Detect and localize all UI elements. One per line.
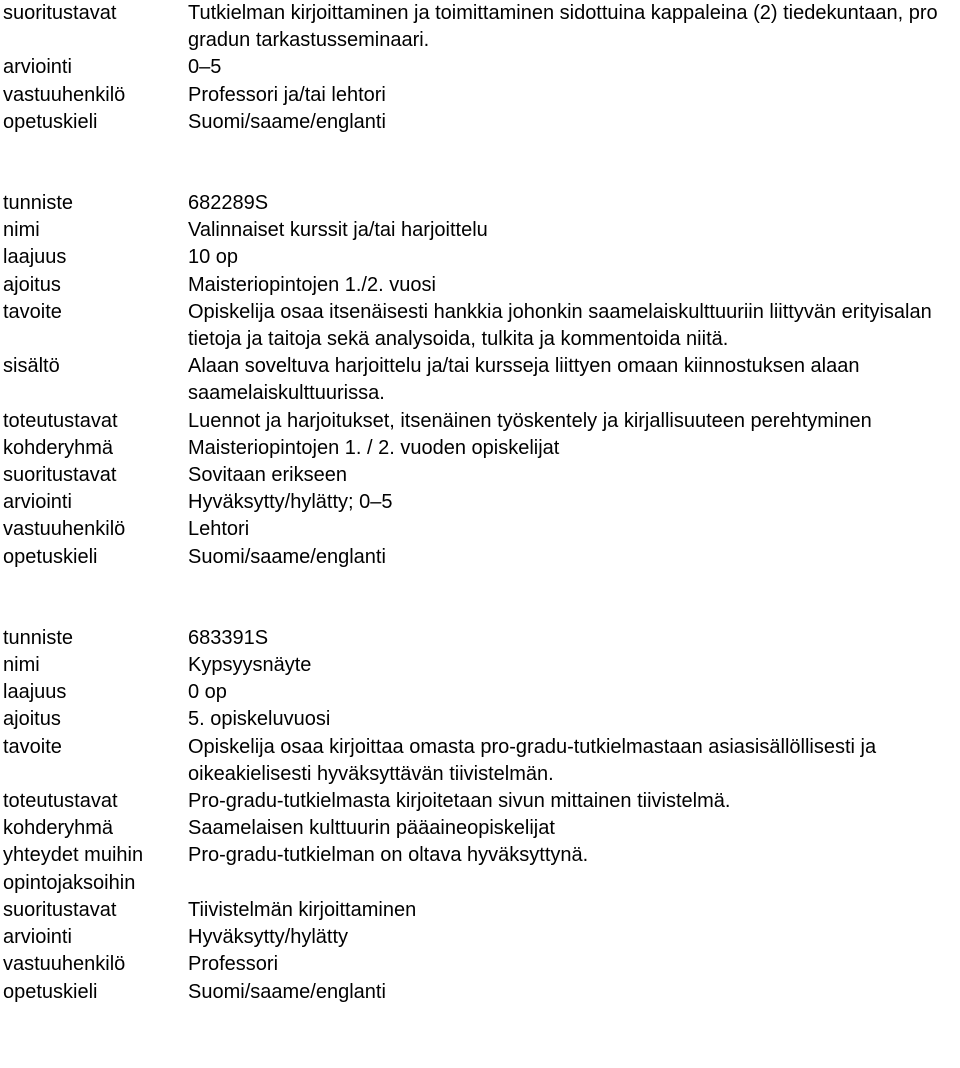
field-label: laajuus <box>3 681 67 704</box>
field-row-opetuskieli <box>3 979 958 1006</box>
field-value: 0–5 <box>188 56 222 79</box>
field-row-kohderyhma <box>3 815 958 842</box>
field-value: Maisteriopintojen 1./2. vuosi <box>188 273 436 296</box>
field-value: 682289S <box>188 192 269 215</box>
field-label: opetuskieli <box>3 110 98 133</box>
field-value: Hyväksytty/hylätty <box>188 926 349 949</box>
field-row-vastuuhenkilo <box>3 82 958 109</box>
field-label: laajuus <box>3 246 67 269</box>
field-value: Opiskelija osaa itsenäisesti hankkia johonkin saamelaiskulttuuriin liittyvän erityisalan tietoja ja taitoja sekä analysoida, tulkita ja kommentoida niitä. <box>188 300 932 351</box>
block-spacer <box>3 136 958 190</box>
field-row-nimi <box>3 217 958 244</box>
field-row-tavoite <box>3 734 958 788</box>
field-label: tavoite <box>3 735 62 758</box>
block-spacer <box>3 571 958 625</box>
field-value: Opiskelija osaa kirjoittaa omasta pro-gradu-tutkielmastaan asiasisällöllisesti ja oikeakielisesti hyväksyttävän tiivistelmän. <box>188 735 877 785</box>
course-block-682289S <box>3 190 958 571</box>
field-row-toteutustavat <box>3 788 958 815</box>
field-label: kohderyhmä <box>3 817 114 840</box>
field-value: 683391S <box>188 626 269 649</box>
field-label: toteutustavat <box>3 790 118 813</box>
field-value: 0 op <box>188 681 227 704</box>
field-row-arviointi <box>3 489 958 516</box>
document-page <box>3 0 958 1006</box>
field-label: vastuuhenkilö <box>3 953 126 976</box>
field-value: Suomi/saame/englanti <box>188 110 386 133</box>
course-block-continued <box>3 0 958 136</box>
field-row-arviointi <box>3 924 958 951</box>
field-value: Suomi/saame/englanti <box>188 545 386 568</box>
field-row-vastuuhenkilo <box>3 951 958 978</box>
field-value: Saamelaisen kulttuurin pääaineopiskelijat <box>188 817 555 840</box>
field-label: vastuuhenkilö <box>3 518 126 541</box>
field-label: ajoitus <box>3 708 61 731</box>
field-value: Pro-gradu-tutkielman on oltava hyväksyttynä. <box>188 844 589 867</box>
field-label: suoritustavat <box>3 464 117 487</box>
field-value: Alaan soveltuva harjoittelu ja/tai kursseja liittyen omaan kiinnostuksen alaan saamelaiskulttuurissa. <box>188 355 860 405</box>
field-value: 5. opiskeluvuosi <box>188 708 331 731</box>
field-row-nimi <box>3 652 958 679</box>
field-label: arviointi <box>3 56 72 79</box>
field-row-arviointi <box>3 54 958 81</box>
field-label: tunniste <box>3 626 74 649</box>
field-label: tunniste <box>3 192 74 215</box>
field-label: yhteydet muihin opintojaksoihin <box>3 844 144 894</box>
field-row-kohderyhma <box>3 435 958 462</box>
field-row-vastuuhenkilo <box>3 516 958 543</box>
field-label: ajoitus <box>3 273 61 296</box>
field-value: Lehtori <box>188 518 250 541</box>
field-label: sisältö <box>3 355 60 378</box>
field-label: opetuskieli <box>3 980 98 1003</box>
field-label: vastuuhenkilö <box>3 83 126 106</box>
course-block-683391S <box>3 625 958 1006</box>
field-label: arviointi <box>3 491 72 514</box>
field-value: Professori <box>188 953 279 976</box>
field-row-laajuus <box>3 679 958 706</box>
field-row-suoritustavat <box>3 0 958 54</box>
field-row-toteutustavat <box>3 408 958 435</box>
field-row-suoritustavat <box>3 462 958 489</box>
field-value: Maisteriopintojen 1. / 2. vuoden opiskelijat <box>188 436 560 459</box>
field-label: suoritustavat <box>3 898 117 921</box>
field-value: Valinnaiset kurssit ja/tai harjoittelu <box>188 219 488 242</box>
field-value: Tutkielman kirjoittaminen ja toimittaminen sidottuina kappaleina (2) tiedekuntaan, pro gradun tarkastusseminaari. <box>188 2 938 52</box>
field-row-yhteydet <box>3 842 958 896</box>
field-label: kohderyhmä <box>3 436 114 459</box>
field-label: opetuskieli <box>3 545 98 568</box>
field-row-tunniste <box>3 190 958 217</box>
field-row-ajoitus <box>3 706 958 733</box>
field-row-ajoitus <box>3 272 958 299</box>
field-row-sisalto <box>3 353 958 407</box>
field-label: nimi <box>3 654 40 677</box>
field-row-opetuskieli <box>3 544 958 571</box>
field-value: Suomi/saame/englanti <box>188 980 386 1003</box>
field-label: toteutustavat <box>3 409 118 432</box>
field-row-tavoite <box>3 299 958 353</box>
field-value: Pro-gradu-tutkielmasta kirjoitetaan sivun mittainen tiivistelmä. <box>188 790 731 813</box>
field-row-opetuskieli <box>3 109 958 136</box>
field-label: suoritustavat <box>3 2 117 24</box>
field-label: nimi <box>3 219 40 242</box>
field-label: arviointi <box>3 926 72 949</box>
field-row-suoritustavat <box>3 897 958 924</box>
field-value: 10 op <box>188 246 239 269</box>
field-label: tavoite <box>3 300 62 323</box>
field-row-tunniste <box>3 625 958 652</box>
field-value: Sovitaan erikseen <box>188 464 347 487</box>
field-value: Hyväksytty/hylätty; 0–5 <box>188 491 393 514</box>
field-value: Professori ja/tai lehtori <box>188 83 386 106</box>
field-value: Luennot ja harjoitukset, itsenäinen työskentely ja kirjallisuuteen perehtyminen <box>188 409 872 432</box>
field-row-laajuus <box>3 244 958 271</box>
field-value: Kypsyysnäyte <box>188 654 312 677</box>
field-value: Tiivistelmän kirjoittaminen <box>188 898 417 921</box>
